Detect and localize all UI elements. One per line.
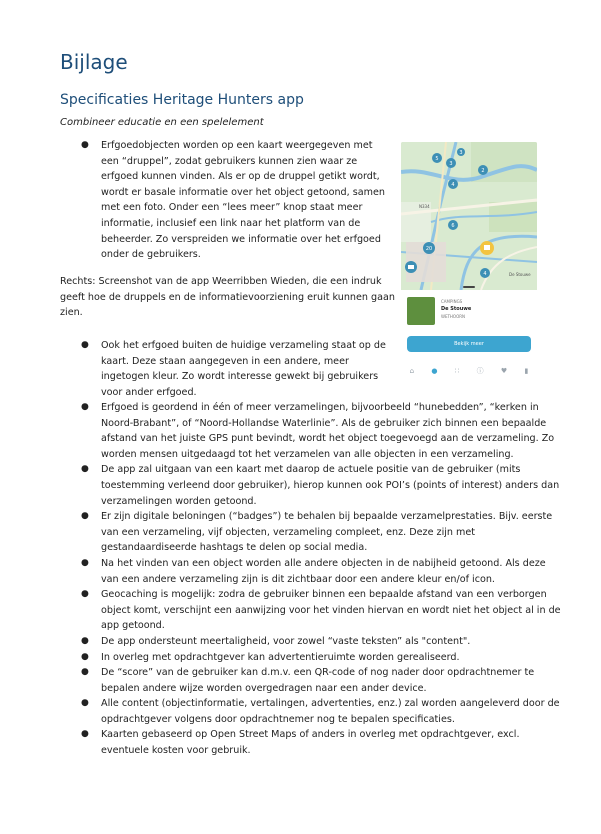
svg-text:4: 4 <box>483 271 487 277</box>
page-heading: Bijlage <box>60 50 128 74</box>
app-screenshot <box>401 142 537 380</box>
list-item <box>81 138 391 263</box>
map-marker[interactable] <box>480 268 490 278</box>
map-marker[interactable] <box>448 179 458 189</box>
list-item-text: Er zijn digitale beloningen (“badges”) te behalen bij bepaalde verzamelprestaties. Bijv. eerste van een verzameling, vijf objecten, verzameling compleet, enz. Deze zijn met gestandaardiseerde hashtags te delen op social media. <box>101 511 553 554</box>
screenshot-caption: Rechts: Screenshot van de app Weerribben Wieden, die een indruk geeft hoe de druppels en de informatievoorziening eruit kunnen gaan zien. <box>60 276 395 319</box>
list-item <box>81 727 561 758</box>
svg-text:20: 20 <box>425 246 433 252</box>
list-item <box>81 400 561 462</box>
bullet-icon: ● <box>81 402 89 412</box>
list-item-text: De app zal uitgaan van een kaart met daarop de actuele positie van de gebruiker (mits toestemming verleend door gebruiker), hierop kunnen ook POI’s (points of interest) anders dan verzamelingen worden getoond. <box>101 464 560 507</box>
bullet-list-middle <box>81 338 391 400</box>
bullet-list-top <box>81 138 391 263</box>
svg-text:3: 3 <box>459 150 463 156</box>
bullet-icon: ● <box>81 667 89 678</box>
poi-title: De Stouwe <box>441 306 472 312</box>
list-item <box>81 587 561 634</box>
map-view[interactable] <box>401 142 537 290</box>
list-item-text: De “score” van de gebruiker kan d.m.v. een QR-code of nog nader door opdrachtnemer te bepalen andere wijze worden overgedragen naar een ander device. <box>101 667 535 694</box>
list-item-text: Geocaching is mogelijk: zodra de gebruiker binnen een bepaalde afstand van een verborgen object komt, verschijnt een aanwijzing voor het vinden hiervan en wordt niet het object al in de app getoond. <box>101 589 561 632</box>
bullet-list-main <box>81 400 561 759</box>
bullet-icon: ● <box>81 557 89 568</box>
map-marker[interactable] <box>457 148 465 156</box>
poi-card[interactable] <box>407 297 531 327</box>
view-more-button[interactable]: Bekijk meer <box>407 336 531 352</box>
list-item-text: Erfgoed is geordend in één of meer verzamelingen, bijvoorbeeld “hunebedden”, “kerken in Noord-Brabant”, of “Noord-Hollandse Waterlinie”. Als de gebruiker zich binnen een bepaalde afstand van het juiste GPS punt bevindt, wordt het object toegevoegd aan de verzameling. Zo worden mensen uitgedaagd tot het verzamelen van alle objecten in een verzameling. <box>101 402 555 460</box>
svg-text:3: 3 <box>449 161 453 167</box>
route-icon[interactable]: ∷ <box>454 367 460 375</box>
bullet-icon: ● <box>81 635 89 646</box>
bottom-nav <box>401 362 537 380</box>
info-icon[interactable]: ⓘ <box>476 367 484 375</box>
map-marker[interactable] <box>478 165 488 175</box>
bullet-icon: ● <box>81 729 89 740</box>
svg-text:4: 4 <box>451 182 455 188</box>
map-marker[interactable] <box>405 261 417 273</box>
map-marker[interactable] <box>446 158 456 168</box>
heart-icon[interactable]: ♥ <box>500 367 508 375</box>
bullet-icon: ● <box>81 589 89 600</box>
list-item-text: In overleg met opdrachtgever kan advertentieruimte worden gerealiseerd. <box>101 651 460 663</box>
poi-place: WETHOORN <box>441 314 466 319</box>
home-icon[interactable]: ⌂ <box>409 367 415 375</box>
map-marker[interactable] <box>448 220 458 230</box>
selected-marker[interactable] <box>480 241 494 255</box>
list-item-text: Kaarten gebaseerd op Open Street Maps of anders in overleg met opdrachtgever, excl. eventuele kosten voor gebruik. <box>101 729 520 757</box>
bookmark-icon[interactable]: ▮ <box>524 367 529 375</box>
svg-text:6: 6 <box>451 223 455 229</box>
bullet-icon: ● <box>81 464 89 475</box>
list-item-text: Na het vinden van een object worden alle andere objecten in de nabijheid getoond. Als deze van een andere verzameling zijn is dit zichtbaar door een andere kleur en/of icon. <box>101 557 546 585</box>
bullet-icon: ● <box>81 511 89 522</box>
bullet-icon: ● <box>81 140 89 150</box>
poi-category: CAMPINGS <box>441 299 463 304</box>
map-place-label: De Stouwe <box>509 272 531 277</box>
page-subheading: Specificaties Heritage Hunters app <box>60 92 304 108</box>
list-item-text: Erfgoedobjecten worden op een kaart weergegeven met een “druppel”, zodat gebruikers kunnen zien waar ze erfgoed kunnen vinden. Als er op de druppel getikt wordt, wordt er basale informatie over het object getoond, samen met een foto. Onder een “lees meer” knop staat meer informatie, inclusief een link naar het platform van de beheerder. Zo verspreiden we informatie over het erfgoed onder de gebruikers. <box>101 140 385 261</box>
svg-text:5: 5 <box>435 156 439 162</box>
map-road-label: N334 <box>419 204 430 209</box>
list-item <box>81 665 561 696</box>
map-pin-icon[interactable]: ● <box>431 367 438 375</box>
list-item <box>81 634 561 650</box>
bullet-icon: ● <box>81 651 89 662</box>
list-item <box>81 650 561 666</box>
map-marker[interactable] <box>432 153 442 163</box>
list-item <box>81 509 561 556</box>
list-item-text: Ook het erfgoed buiten de huidige verzameling staat op de kaart. Deze staan aangegeven in een andere, meer ingetogen kleur. Zo wordt interesse gewekt bij gebruikers voor ander erfgoed. <box>101 340 386 398</box>
bullet-icon: ● <box>81 698 89 709</box>
list-item-text: Alle content (objectinformatie, vertalingen, advertenties, enz.) zal worden aangeleverd door de opdrachtgever volgens door opdrachtnemer nog te bepalen specificaties. <box>101 698 560 725</box>
list-item <box>81 462 561 509</box>
svg-text:2: 2 <box>481 168 485 174</box>
list-item <box>81 696 561 727</box>
intro-line: Combineer educatie en een spelelement <box>60 117 264 128</box>
list-item-text: De app ondersteunt meertaligheid, voor zowel “vaste teksten” als "content". <box>101 635 471 647</box>
map-graphic <box>401 142 537 290</box>
poi-thumbnail <box>407 297 435 325</box>
bullet-icon: ● <box>81 340 89 350</box>
list-item <box>81 556 561 587</box>
list-item <box>81 338 391 400</box>
map-marker[interactable] <box>423 242 435 254</box>
